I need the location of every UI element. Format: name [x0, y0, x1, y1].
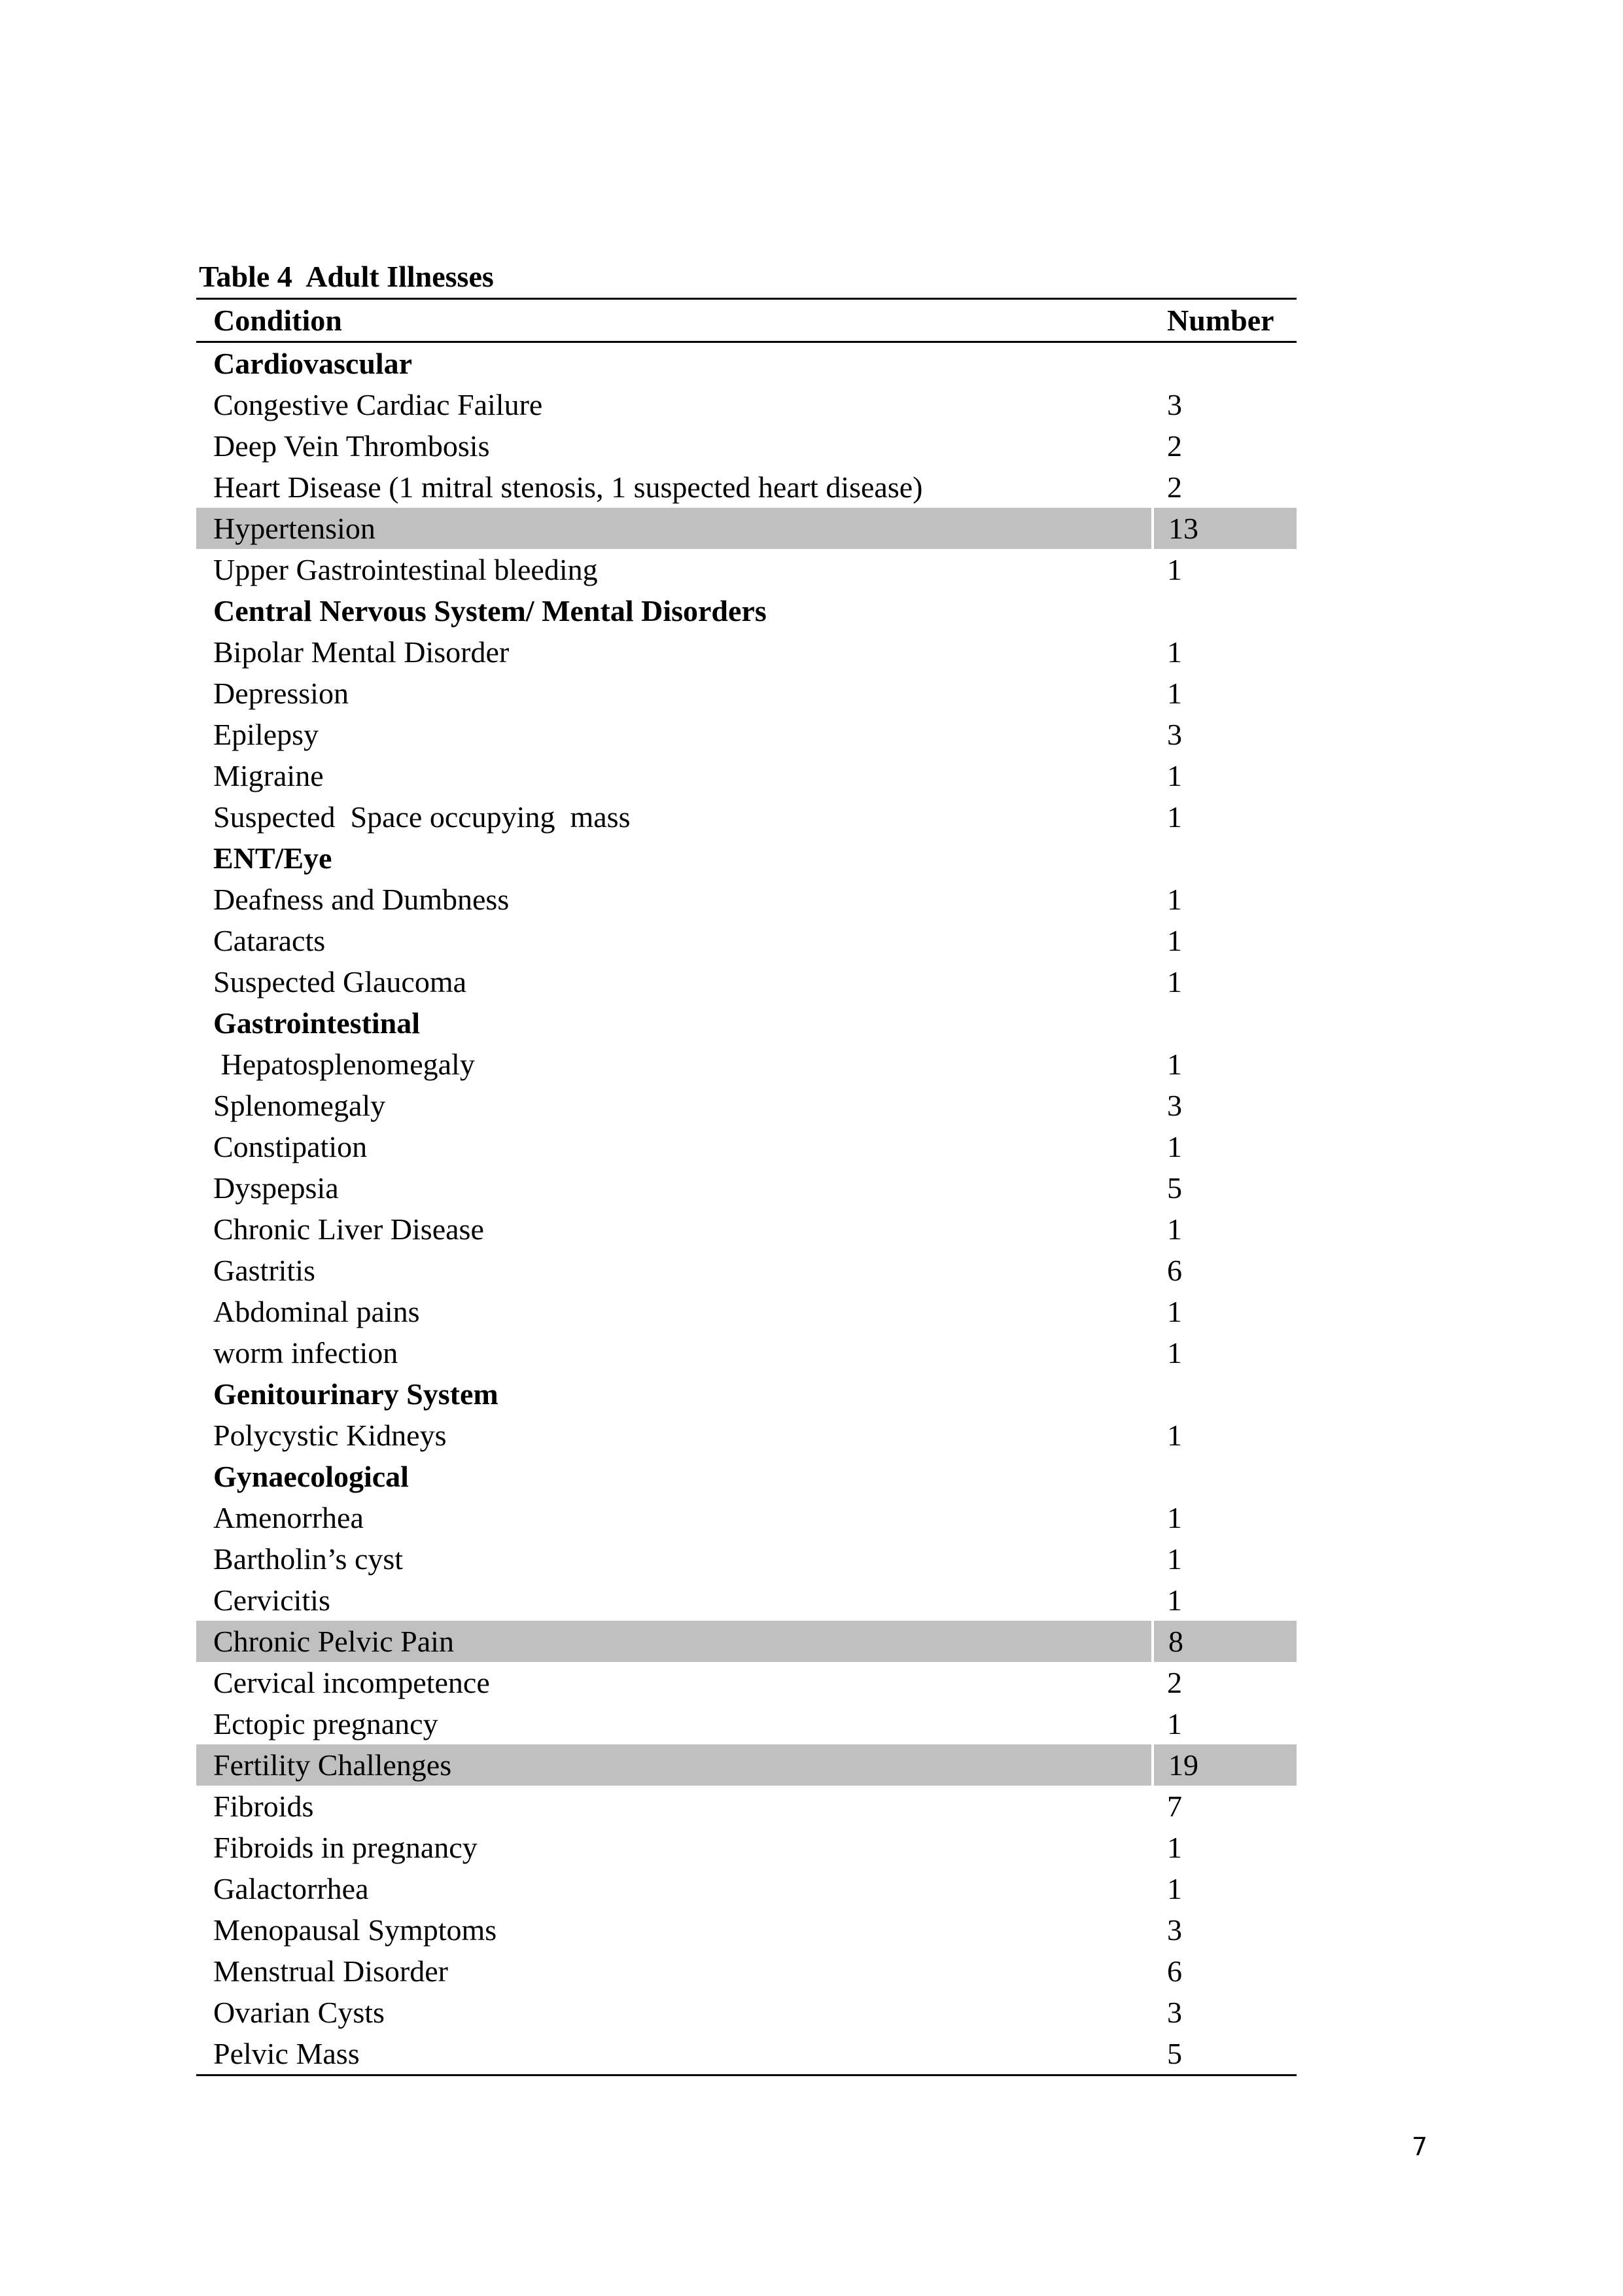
number-cell: 1 [1167, 1501, 1182, 1534]
table-row [196, 1291, 1297, 1332]
condition-cell: Hypertension [196, 508, 1153, 549]
condition-cell: Suspected Space occupying mass [213, 800, 631, 834]
table-row [196, 796, 1297, 838]
table-row [196, 549, 1297, 590]
condition-cell: ENT/Eye [213, 841, 332, 875]
number-cell: 1 [1167, 800, 1182, 834]
number-cell: 3 [1167, 388, 1182, 421]
table-row [196, 1786, 1297, 1827]
table-row [196, 961, 1297, 1002]
number-cell [1153, 1373, 1297, 1415]
highlighted-row [196, 1744, 1297, 1786]
table-row [196, 1332, 1297, 1373]
number-cell: 1 [1167, 965, 1182, 998]
condition-cell: Upper Gastrointestinal bleeding [213, 553, 598, 586]
number-cell [1153, 1002, 1297, 1044]
condition-cell: Ectopic pregnancy [213, 1707, 438, 1740]
condition-cell: Heart Disease (1 mitral stenosis, 1 suspected heart disease) [213, 470, 923, 504]
number-cell: 6 [1167, 1954, 1182, 1988]
number-cell [1153, 590, 1297, 631]
highlighted-row [196, 1621, 1297, 1662]
number-cell: 1 [1167, 924, 1182, 957]
number-cell [1153, 1456, 1297, 1497]
number-cell: 1 [1167, 1831, 1182, 1864]
adult-illnesses-table [196, 298, 1297, 2076]
number-cell: 5 [1167, 1171, 1182, 1205]
table-row [196, 384, 1297, 425]
number-cell: 3 [1167, 1913, 1182, 1947]
number-cell: 2 [1167, 1666, 1182, 1699]
condition-cell: Epilepsy [213, 718, 319, 751]
condition-cell: Ovarian Cysts [213, 1996, 385, 2029]
number-cell: 1 [1167, 1583, 1182, 1617]
table-header-row [196, 299, 1297, 342]
number-cell: 3 [1167, 1996, 1182, 2029]
condition-cell: Gastrointestinal [213, 1006, 421, 1040]
table-row [196, 1167, 1297, 1209]
condition-cell: Congestive Cardiac Failure [213, 388, 543, 421]
table-caption: Table 4 Adult Illnesses [199, 260, 494, 293]
number-cell [1153, 342, 1297, 385]
table-row [196, 1951, 1297, 1992]
condition-cell: Amenorrhea [213, 1501, 364, 1534]
table-row [196, 1085, 1297, 1126]
condition-cell: Gastritis [213, 1254, 315, 1287]
table-row [196, 879, 1297, 920]
table-row [196, 1209, 1297, 1250]
condition-cell: Deep Vein Thrombosis [213, 429, 490, 463]
number-cell: 19 [1153, 1744, 1297, 1786]
table-row [196, 1868, 1297, 1909]
table-row [196, 755, 1297, 796]
table-row [196, 1909, 1297, 1951]
condition-cell: Menopausal Symptoms [213, 1913, 497, 1947]
table-row [196, 1497, 1297, 1538]
table-row [196, 1044, 1297, 1085]
condition-cell: Fertility Challenges [196, 1744, 1153, 1786]
condition-cell: Chronic Liver Disease [213, 1212, 484, 1246]
condition-cell: Depression [213, 677, 349, 710]
number-cell: 1 [1167, 1130, 1182, 1163]
condition-cell: Constipation [213, 1130, 368, 1163]
category-row [196, 1373, 1297, 1415]
number-cell: 1 [1167, 677, 1182, 710]
number-cell: 1 [1167, 1542, 1182, 1576]
condition-cell: Bartholin’s cyst [213, 1542, 404, 1576]
category-row [196, 838, 1297, 879]
condition-cell: Pelvic Mass [213, 2037, 360, 2070]
number-cell: 2 [1167, 429, 1182, 463]
table-row [196, 920, 1297, 961]
table-row [196, 1992, 1297, 2033]
number-cell: 3 [1167, 718, 1182, 751]
condition-cell: worm infection [213, 1336, 398, 1369]
number-cell: 1 [1167, 759, 1182, 792]
table-row [196, 1827, 1297, 1868]
number-cell: 6 [1167, 1254, 1182, 1287]
table-row [196, 714, 1297, 755]
condition-cell: Cataracts [213, 924, 326, 957]
condition-cell: Deafness and Dumbness [213, 883, 510, 916]
number-cell: 1 [1167, 1295, 1182, 1328]
number-cell: 8 [1153, 1621, 1297, 1662]
number-cell: 1 [1167, 1872, 1182, 1905]
category-row [196, 1456, 1297, 1497]
condition-cell: Migraine [213, 759, 324, 792]
table-row [196, 1662, 1297, 1703]
number-cell: 1 [1167, 1048, 1182, 1081]
table-body [196, 342, 1297, 2075]
condition-cell: Suspected Glaucoma [213, 965, 467, 998]
condition-cell: Splenomegaly [213, 1089, 386, 1122]
condition-cell: Central Nervous System/ Mental Disorders [213, 594, 767, 627]
number-cell: 5 [1167, 2037, 1182, 2070]
condition-cell: Menstrual Disorder [213, 1954, 448, 1988]
condition-cell: Dyspepsia [213, 1171, 339, 1205]
number-cell: 7 [1167, 1790, 1182, 1823]
table-row [196, 2033, 1297, 2075]
number-cell: 3 [1167, 1089, 1182, 1122]
condition-cell: Cervicitis [213, 1583, 330, 1617]
header-condition: Condition [196, 299, 1153, 342]
number-cell: 13 [1153, 508, 1297, 549]
condition-cell: Chronic Pelvic Pain [196, 1621, 1153, 1662]
table-row [196, 631, 1297, 673]
category-row [196, 342, 1297, 385]
number-cell [1153, 838, 1297, 879]
table-row [196, 1250, 1297, 1291]
table-row [196, 673, 1297, 714]
table-row [196, 425, 1297, 467]
condition-cell: Bipolar Mental Disorder [213, 635, 510, 669]
number-cell: 1 [1167, 1212, 1182, 1246]
page-number: 7 [1412, 2132, 1428, 2161]
condition-cell: Fibroids in pregnancy [213, 1831, 478, 1864]
condition-cell: Fibroids [213, 1790, 314, 1823]
condition-cell: Gynaecological [213, 1460, 409, 1493]
number-cell: 1 [1167, 553, 1182, 586]
number-cell: 1 [1167, 883, 1182, 916]
table-row [196, 1580, 1297, 1621]
table-row [196, 1703, 1297, 1744]
number-cell: 1 [1167, 635, 1182, 669]
category-row [196, 1002, 1297, 1044]
table-row [196, 467, 1297, 508]
condition-cell: Cardiovascular [213, 347, 413, 380]
condition-cell: Abdominal pains [213, 1295, 420, 1328]
condition-cell: Polycystic Kidneys [213, 1419, 447, 1452]
number-cell: 1 [1167, 1336, 1182, 1369]
table-row [196, 1126, 1297, 1167]
condition-cell: Galactorrhea [213, 1872, 369, 1905]
number-cell: 2 [1167, 470, 1182, 504]
category-row [196, 590, 1297, 631]
table-row [196, 1415, 1297, 1456]
condition-cell: Cervical incompetence [213, 1666, 490, 1699]
table-row [196, 1538, 1297, 1580]
header-number: Number [1153, 299, 1297, 342]
condition-cell: Genitourinary System [213, 1377, 498, 1411]
number-cell: 1 [1167, 1707, 1182, 1740]
number-cell: 1 [1167, 1419, 1182, 1452]
condition-cell: Hepatosplenomegaly [213, 1048, 475, 1081]
highlighted-row [196, 508, 1297, 549]
